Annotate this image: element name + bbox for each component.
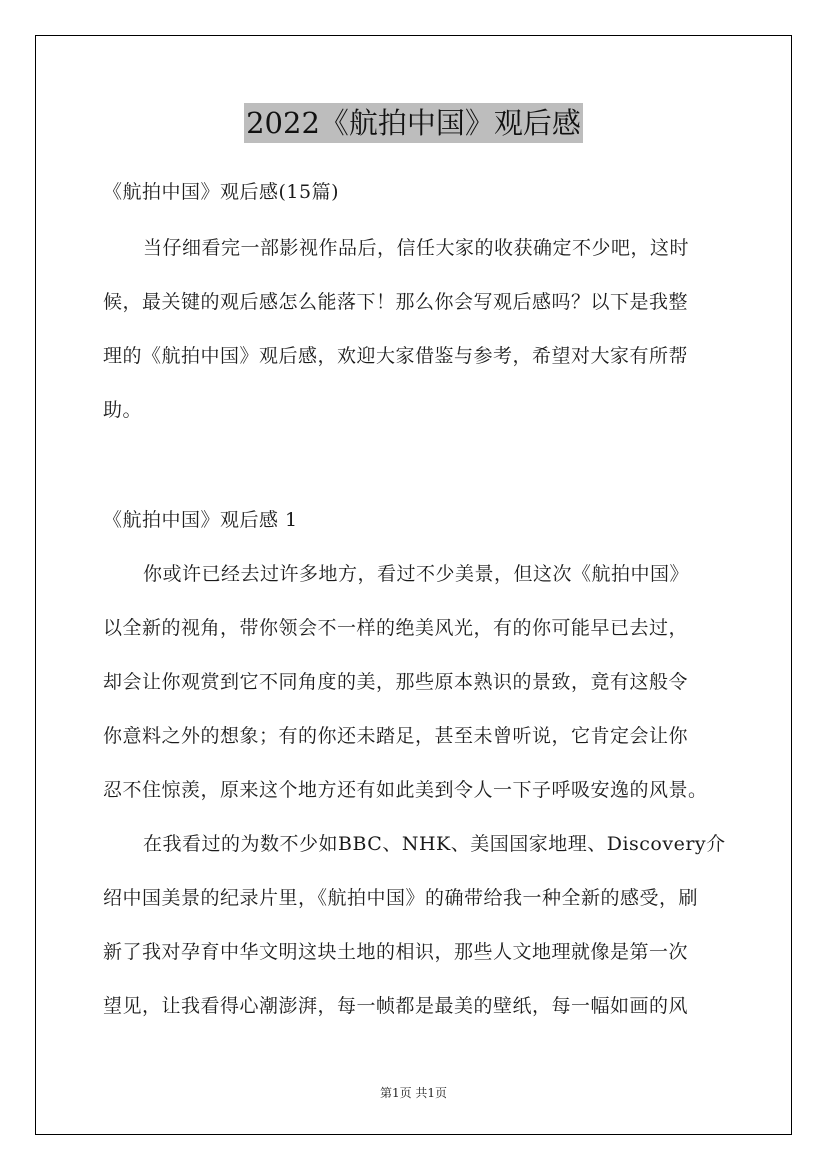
paragraph2-line: 新了我对孕育中华文明这块土地的相识，那些人文地理就像是第一次: [103, 941, 689, 963]
paragraph2-line: 绍中国美景的纪录片里，《航拍中国》的确带给我一种全新的感受，刷: [103, 887, 699, 909]
intro-line: 助。: [103, 399, 143, 421]
intro-line: 候，最关键的观后感怎么能落下！那么你会写观后感吗？以下是我整: [103, 291, 689, 313]
page-footer: 第1页 共1页: [379, 1086, 448, 1100]
paragraph2-line: 在我看过的为数不少如BBC、NHK、美国国家地理、Discovery介: [143, 833, 726, 855]
paragraph1-line: 以全新的视角，带你领会不一样的绝美风光，有的你可能早已去过，: [103, 617, 689, 639]
section-heading: 《航拍中国》观后感 1: [103, 509, 298, 531]
intro-line: 理的《航拍中国》观后感，欢迎大家借鉴与参考，希望对大家有所帮: [103, 345, 689, 367]
paragraph1-line: 你意料之外的想象；有的你还未踏足，甚至未曾听说，它肯定会让你: [103, 725, 689, 747]
paragraph2-line: 望见，让我看得心潮澎湃，每一帧都是最美的壁纸，每一幅如画的风: [103, 995, 689, 1017]
paragraph1-line: 你或许已经去过许多地方，看过不少美景，但这次《航拍中国》: [143, 563, 690, 585]
paragraph1-line: 却会让你观赏到它不同角度的美，那些原本熟识的景致，竟有这般令: [103, 671, 689, 693]
paragraph1-line: 忍不住惊羡，原来这个地方还有如此美到令人一下子呼吸安逸的风景。: [103, 779, 708, 801]
intro-line: 当仔细看完一部影视作品后，信任大家的收获确定不少吧，这时: [143, 237, 690, 259]
document-subtitle: 《航拍中国》观后感(15篇): [103, 181, 340, 203]
title-wrap: [0, 103, 827, 143]
document-title: 2022《航拍中国》观后感: [244, 103, 583, 143]
